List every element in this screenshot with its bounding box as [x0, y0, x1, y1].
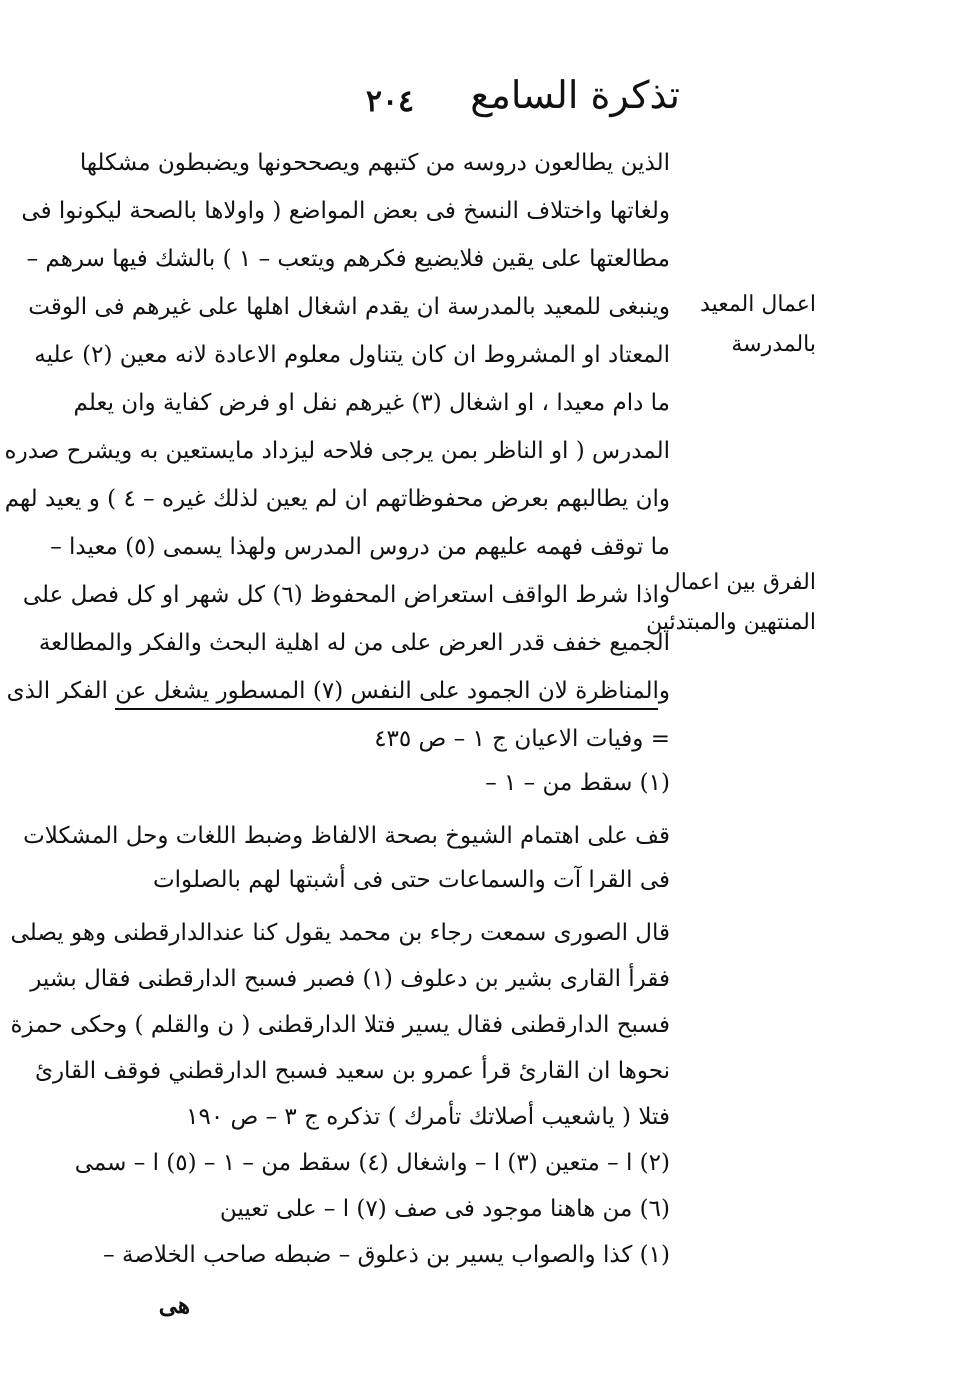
page-number: ٢٠٤	[365, 84, 415, 119]
body-line: ما توقف فهمه عليهم من دروس المدرس ولهذا يسمى (٥) معيدا –	[50, 534, 670, 560]
footnote-line: (١) كذا والصواب يسير بن ذعلوق – ضبطه صاحب الخلاصة –	[103, 1242, 670, 1268]
body-line: مطالعتها على يقين فلايضيع فكرهم ويتعب – ١ ) بالشك فيها سرهم –	[26, 246, 670, 272]
running-title: تذكرة السامع	[470, 73, 680, 117]
footnote-line: (٦) من هاهنا موجود فى صف (٧) ا – على تعيين	[219, 1196, 670, 1222]
footnote-line: (١) سقط من – ١ –	[485, 770, 670, 796]
margin-note-line: بالمدرسة	[731, 332, 816, 357]
footnote-line: فتلا ( ياشعيب أصلاتك تأمرك ) تذكره ج ٣ – ص ١٩٠	[186, 1104, 670, 1130]
footnote-line: = وفيات الاعيان ج ١ – ص ٤٣٥	[374, 726, 670, 752]
catchword: هى	[158, 1292, 190, 1319]
footnote-line: (٢) ا – متعين (٣) ا – واشغال (٤) سقط من – ١ – (٥) ا – سمى	[74, 1150, 670, 1176]
body-line: والمناظرة لان الجمود على النفس (٧) المسطور يشغل عن الفكر الذى	[6, 678, 670, 704]
footnote-line: قال الصورى سمعت رجاء بن محمد يقول كنا عندالدارقطنى وهو يصلى	[10, 920, 670, 946]
body-line: المعتاد او المشروط ان كان يتناول معلوم الاعادة لانه معين (٢) عليه	[34, 342, 670, 368]
margin-note-line: المنتهين والمبتدئين	[646, 610, 816, 635]
body-line: ولغاتها واختلاف النسخ فى بعض المواضع ( واولاها بالصحة ليكونوا فى	[21, 198, 670, 224]
body-line: المدرس ( او الناظر بمن يرجى فلاحه ليزداد مايستعين به ويشرح صدره	[4, 438, 670, 464]
footnote-line: فسبح الدارقطنى فقال يسير فتلا الدارقطنى ( ن والقلم ) وحكى حمزة	[10, 1012, 670, 1038]
margin-note-line: الفرق بين اعمال	[664, 570, 816, 595]
footnote-separator	[115, 708, 658, 710]
body-line: الجميع خفف قدر العرض على من له اهلية البحث والفكر والمطالعة	[38, 630, 670, 656]
footnote-line: قف على اهتمام الشيوخ بصحة الالفاظ وضبط اللغات وحل المشكلات	[23, 823, 670, 849]
footnote-line: نحوها ان القارئ قرأ عمرو بن سعيد فسبح الدارقطني فوقف القارئ	[34, 1058, 670, 1084]
body-line: واذا شرط الواقف استعراض المحفوظ (٦) كل شهر او كل فصل على	[22, 582, 670, 608]
footnote-line: فقرأ القارى بشير بن دعلوف (١) فصبر فسبح الدارقطنى فقال بشير	[30, 966, 670, 992]
footnote-line: فى القرا آت والسماعات حتى فى أشبتها لهم بالصلوات	[153, 867, 670, 893]
margin-note-line: اعمال المعيد	[700, 292, 816, 317]
body-line: وينبغى للمعيد بالمدرسة ان يقدم اشغال اهلها على غيرهم فى الوقت	[28, 294, 670, 320]
margin-note-advanced-vs-beginners	[646, 563, 816, 643]
body-line: وان يطالبهم بعرض محفوظاتهم ان لم يعين لذلك غيره – ٤ ) و يعيد لهم	[4, 486, 670, 512]
body-line: الذين يطالعون دروسه من كتبهم ويصححونها ويضبطون مشكلها	[79, 150, 670, 176]
margin-note-duties-of-repetitor	[676, 285, 816, 365]
body-line: ما دام معيدا ، او اشغال (٣) غيرهم نفل او فرض كفاية وان يعلم	[73, 390, 670, 416]
